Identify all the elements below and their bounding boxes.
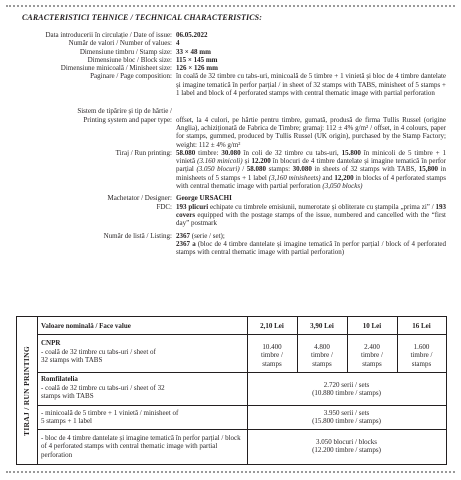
cell-number: 1.600 xyxy=(413,343,430,351)
list-line xyxy=(176,240,446,257)
spec-list xyxy=(0,232,461,257)
minicoala-total xyxy=(247,409,446,426)
run-note: (3,160 minisheets) xyxy=(268,173,321,182)
spec-minisheet-size xyxy=(0,64,461,72)
list-text: (serie / set); xyxy=(190,231,225,240)
total-stamps: (15.800 timbre / stamps) xyxy=(312,417,381,426)
run-text: in minisheets of 5 stamps + 1 label xyxy=(176,165,447,182)
specs-list xyxy=(0,31,461,256)
total-sets: 2.720 serii / sets xyxy=(323,381,370,389)
spec-label: Paginare / Page composition: xyxy=(90,72,172,81)
header-face-value: Valoare nominală / Face value xyxy=(41,322,131,330)
spec-value: 4 xyxy=(176,39,180,48)
spec-run xyxy=(0,149,461,190)
cell-unit: timbre / xyxy=(410,351,433,360)
run-text: în coli de 32 timbre cu tabs-uri, xyxy=(240,148,342,157)
fdc-text: equipped with the postage stamps of the issue, numbered and cancelled with the “first day” postmark xyxy=(176,210,446,228)
spec-value: 126 × 126 mm xyxy=(176,64,218,73)
fdc-number: 193 covers xyxy=(176,202,446,219)
run-text: in blocks of 4 perforated stamps with central thematic image with partial perforation xyxy=(176,173,446,191)
list-number: 2367 a xyxy=(176,239,196,248)
run-number: 15,800 xyxy=(418,165,438,174)
spec-label: Tiraj / Run printing: xyxy=(115,148,172,157)
spec-value: 06.05.2022 xyxy=(176,31,208,39)
cnpr-cell-1 xyxy=(247,343,297,368)
spec-printing xyxy=(0,107,461,148)
spec-designer xyxy=(0,194,461,202)
list-line xyxy=(176,232,446,240)
header-value-4: 16 Lei xyxy=(412,322,431,330)
run-printing-table xyxy=(16,316,447,465)
romfilatelia-name: Romfilatelia xyxy=(41,375,78,383)
page-title: CARACTERISTICI TEHNICE / TECHNICAL CHARACTERISTICS: xyxy=(22,13,262,22)
spec-pagination xyxy=(0,72,461,97)
run-text: and xyxy=(320,173,335,182)
run-text: timbre: xyxy=(195,148,222,157)
spec-label xyxy=(0,107,176,148)
side-label-text: TIRAJ / RUN PRINTING xyxy=(21,345,31,436)
total-blocks: 3.050 blocuri / blocks xyxy=(315,438,378,446)
total-sets: 3.950 serii / sets xyxy=(323,409,370,417)
run-number: 15.800 xyxy=(341,148,361,157)
list-number: 2367 xyxy=(176,231,190,240)
top-dotted-border xyxy=(6,5,455,7)
run-note: (3.160 minicoli) xyxy=(197,157,243,166)
spec-value: 33 × 48 mm xyxy=(176,47,211,56)
total-stamps: (12.200 timbre / stamps) xyxy=(312,446,381,455)
total-stamps: (10.880 timbre / stamps) xyxy=(312,389,381,398)
spec-label: Număr de listă / Listing: xyxy=(103,231,172,240)
spec-value xyxy=(176,107,446,148)
run-number: 30.080 xyxy=(292,165,312,174)
spec-fdc xyxy=(0,203,461,228)
cell-unit: timbre / xyxy=(261,351,283,360)
run-text: / xyxy=(239,165,247,174)
spec-value: George URSACHI xyxy=(176,194,232,203)
cell-number: 2.400 xyxy=(364,343,380,351)
run-number: 30.080 xyxy=(221,148,241,157)
spec-label: Machetator / Designer: xyxy=(107,194,172,203)
run-number: 12.200 xyxy=(251,157,271,166)
spec-label-line: Printing system and paper type: xyxy=(83,115,172,124)
run-number: 58.080 xyxy=(246,165,267,174)
cell-unit: stamps xyxy=(362,359,382,368)
spec-label: Dimensiune bloc / Block size: xyxy=(87,55,172,64)
run-text: în minicoli de 5 timbre + 1 vinietă xyxy=(176,148,447,166)
cell-unit: stamps xyxy=(262,359,282,368)
cell-number: 4.800 xyxy=(314,343,330,351)
run-number: 12,200 xyxy=(334,173,354,182)
row-divider xyxy=(37,372,446,373)
spec-block-size xyxy=(0,56,461,64)
row-divider xyxy=(37,405,446,406)
cnpr-cell-3 xyxy=(347,343,397,368)
run-text: stamps: xyxy=(266,165,293,174)
spec-label: Dimensiune timbru / Stamp size: xyxy=(79,47,172,56)
spec-stamp-size xyxy=(0,48,461,56)
run-note: (3.050 blocuri) xyxy=(196,165,240,174)
cnpr-name: CNPR xyxy=(41,339,61,347)
bottom-dotted-border xyxy=(6,471,455,473)
cnpr-desc: - coală de 32 timbre cu tabs-uri / sheet of 32 stamps with TABS xyxy=(41,348,156,365)
minicoala-desc: - minicoală de 5 timbre + 1 vinietă / minisheet of 5 stamps + 1 label xyxy=(41,409,179,426)
cell-unit: stamps xyxy=(312,359,332,368)
spec-label: FDC: xyxy=(156,202,172,211)
cell-unit: timbre / xyxy=(361,351,383,360)
header-value-3: 10 Lei xyxy=(362,322,382,330)
run-text: în blocuri de 4 timbre dantelate și imagine tematică în perfor parțial xyxy=(176,157,446,174)
spec-value xyxy=(176,232,446,257)
cell-unit: stamps xyxy=(411,359,432,368)
spec-num-values xyxy=(0,39,461,47)
cnpr-cell-2 xyxy=(297,343,347,368)
spec-label: Număr de valori / Number of values: xyxy=(68,39,172,48)
spec-value xyxy=(176,149,446,190)
spec-value: 115 × 145 mm xyxy=(176,55,218,64)
bloc-desc: - bloc de 4 timbre dantelate și imagine tematică în perfor parțial / block of 4 perforated stamps with central thematic image with partial perforation xyxy=(41,434,241,459)
printing-text: offset, la 4 culori, pe hârtie pentru timbre, gumată, produsă de firma Tullis Russel (origine Anglia), achiziționată de Fabrica de Timbre; gramaj: 112 ± 4% g/m² / offset, in 4 colours, paper for stamps, gummed, produced by Tullis Russel (UK origin), purchased by the Stamp Factory; weight: 112 ± 4% g/m² xyxy=(176,115,446,149)
list-text: (bloc de 4 timbre dantelate și imagine tematică în perfor parțial / block of 4 perforated stamps with central thematic image with partial perforation) xyxy=(176,239,447,257)
run-text: și xyxy=(242,157,252,166)
row-divider xyxy=(37,429,446,430)
run-text: in sheets of 32 stamps with TABS, xyxy=(311,165,419,174)
spec-label: Data introducerii în circulație / Date of issue: xyxy=(45,31,172,39)
fdc-number: 193 plicuri xyxy=(176,202,209,211)
run-number: 58.080 xyxy=(176,148,196,157)
fdc-text: echipate cu timbrele emisiunii, numerotate și obliterate cu ștampila „prima zi” / xyxy=(208,202,436,211)
spec-date xyxy=(0,31,461,39)
run-note: (3,050 blocks) xyxy=(322,182,363,191)
bloc-total xyxy=(247,438,446,455)
row-divider xyxy=(37,334,446,335)
spec-label-line: Sistem de tipărire și tip de hârtie / xyxy=(77,107,172,116)
cell-number: 10.400 xyxy=(262,343,282,351)
table-side-label xyxy=(17,317,38,464)
header-value-2: 3,90 Lei xyxy=(310,322,334,330)
spec-value: în coală de 32 timbre cu tabs-uri, minicoală de 5 timbre + 1 vinietă și bloc de 4 timbre dantelate și imagine tematică în perfor parțial / in sheet of 32 stamps with TABS, minisheet of 5 stamps + 1 label and block of 4 perforated stamps with central thematic image with partial perforation xyxy=(176,72,446,98)
romfilatelia-desc: - coală de 32 timbre cu tabs-uri / sheet of 32 stamps with TABS xyxy=(41,384,165,401)
cnpr-cell-4 xyxy=(397,343,446,368)
header-value-1: 2,10 Lei xyxy=(260,322,284,330)
romfilatelia-total xyxy=(247,381,446,398)
spec-value xyxy=(176,203,446,228)
spec-label: Dimensiune minicoală / Minisheet size: xyxy=(60,64,172,73)
cell-unit: timbre / xyxy=(311,351,333,360)
